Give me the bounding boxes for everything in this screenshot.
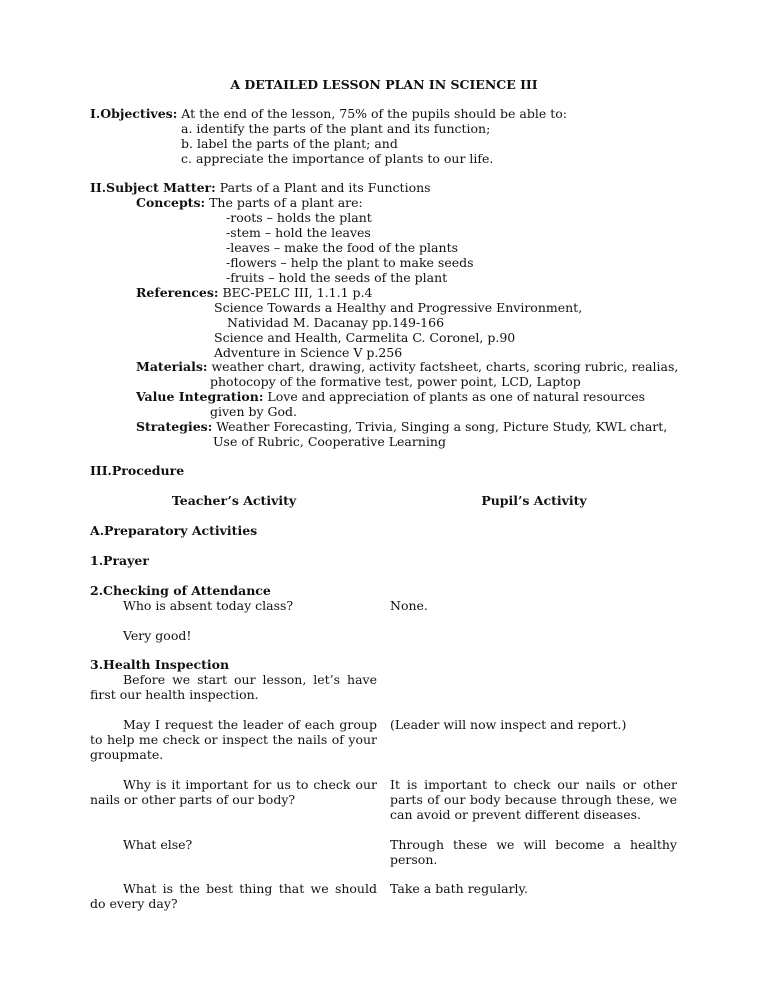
teacher-question: What is the best thing that we should do every day? [90, 881, 377, 911]
strategies-line [136, 419, 667, 434]
value-integration-text: given by God. [210, 404, 298, 419]
references-label: References: [136, 285, 219, 300]
pupil-answer: Through these we will become a healthy person. [390, 837, 677, 867]
concept-item: -flowers – help the plant to make seeds [226, 255, 474, 270]
attendance-heading: 2.Checking of Attendance [90, 583, 271, 598]
strategies-text: Weather Forecasting, Trivia, Singing a song, Picture Study, KWL chart, [212, 419, 668, 434]
reference-item: BEC-PELC III, 1.1.1 p.4 [218, 285, 373, 300]
concepts-intro: The parts of a plant are: [205, 195, 363, 210]
health-inspection-heading: 3.Health Inspection [90, 657, 230, 672]
teacher-question: What else? [123, 837, 193, 852]
pupil-answer: Take a bath regularly. [390, 881, 528, 896]
subject-matter-line [90, 180, 431, 195]
concept-item: -fruits – hold the seeds of the plant [226, 270, 448, 285]
objective-item: c. appreciate the importance of plants to our life. [181, 151, 494, 166]
value-integration-label: Value Integration: [136, 389, 264, 404]
concepts-line [136, 195, 363, 210]
procedure-heading: III.Procedure [90, 463, 185, 478]
concepts-label: Concepts: [136, 195, 206, 210]
pupil-activity-header: Pupil’s Activity [481, 493, 587, 508]
pupil-answer: None. [390, 598, 428, 613]
prayer-heading: 1.Prayer [90, 553, 149, 568]
section-heading: A.Preparatory Activities [90, 523, 258, 538]
teacher-question: Who is absent today class? [123, 598, 294, 613]
concept-item: -leaves – make the food of the plants [226, 240, 459, 255]
materials-label: Materials: [136, 359, 208, 374]
materials-line [136, 359, 678, 374]
teacher-statement: May I request the leader of each group to help me check or inspect the nails of your groupmate. [90, 717, 377, 762]
subject-matter-value: Parts of a Plant and its Functions [215, 180, 431, 195]
reference-item: Adventure in Science V p.256 [214, 345, 403, 360]
references-line [136, 285, 372, 300]
objectives-label: I.Objectives: [90, 106, 178, 121]
concept-item: -roots – holds the plant [226, 210, 372, 225]
materials-text: weather chart, drawing, activity factsheet, charts, scoring rubric, realias, [207, 359, 679, 374]
strategies-text: Use of Rubric, Cooperative Learning [213, 434, 446, 449]
value-integration-line [136, 389, 645, 404]
reference-item: Science and Health, Carmelita C. Coronel, p.90 [214, 330, 516, 345]
value-integration-text: Love and appreciation of plants as one of natural resources [263, 389, 646, 404]
pupil-answer: It is important to check our nails or other parts of our body because through these, we can avoid or prevent different diseases. [390, 777, 677, 822]
objective-item: a. identify the parts of the plant and its function; [181, 121, 491, 136]
pupil-answer: (Leader will now inspect and report.) [390, 717, 627, 732]
concept-item: -stem – hold the leaves [226, 225, 371, 240]
teacher-activity-header: Teacher’s Activity [171, 493, 297, 508]
reference-item: Natividad M. Dacanay pp.149-166 [227, 315, 445, 330]
teacher-remark: Very good! [123, 628, 192, 643]
objectives-intro: At the end of the lesson, 75% of the pupils should be able to: [177, 106, 568, 121]
document-title: A DETAILED LESSON PLAN IN SCIENCE III [230, 77, 538, 92]
materials-text: photocopy of the formative test, power point, LCD, Laptop [210, 374, 581, 389]
strategies-label: Strategies: [136, 419, 213, 434]
reference-item: Science Towards a Healthy and Progressive Environment, [214, 300, 583, 315]
objective-item: b. label the parts of the plant; and [181, 136, 398, 151]
objectives-line [90, 106, 567, 121]
teacher-question: Why is it important for us to check our nails or other parts of our body? [90, 777, 377, 807]
subject-matter-label: II.Subject Matter: [90, 180, 216, 195]
teacher-statement: Before we start our lesson, let’s have first our health inspection. [90, 672, 377, 702]
